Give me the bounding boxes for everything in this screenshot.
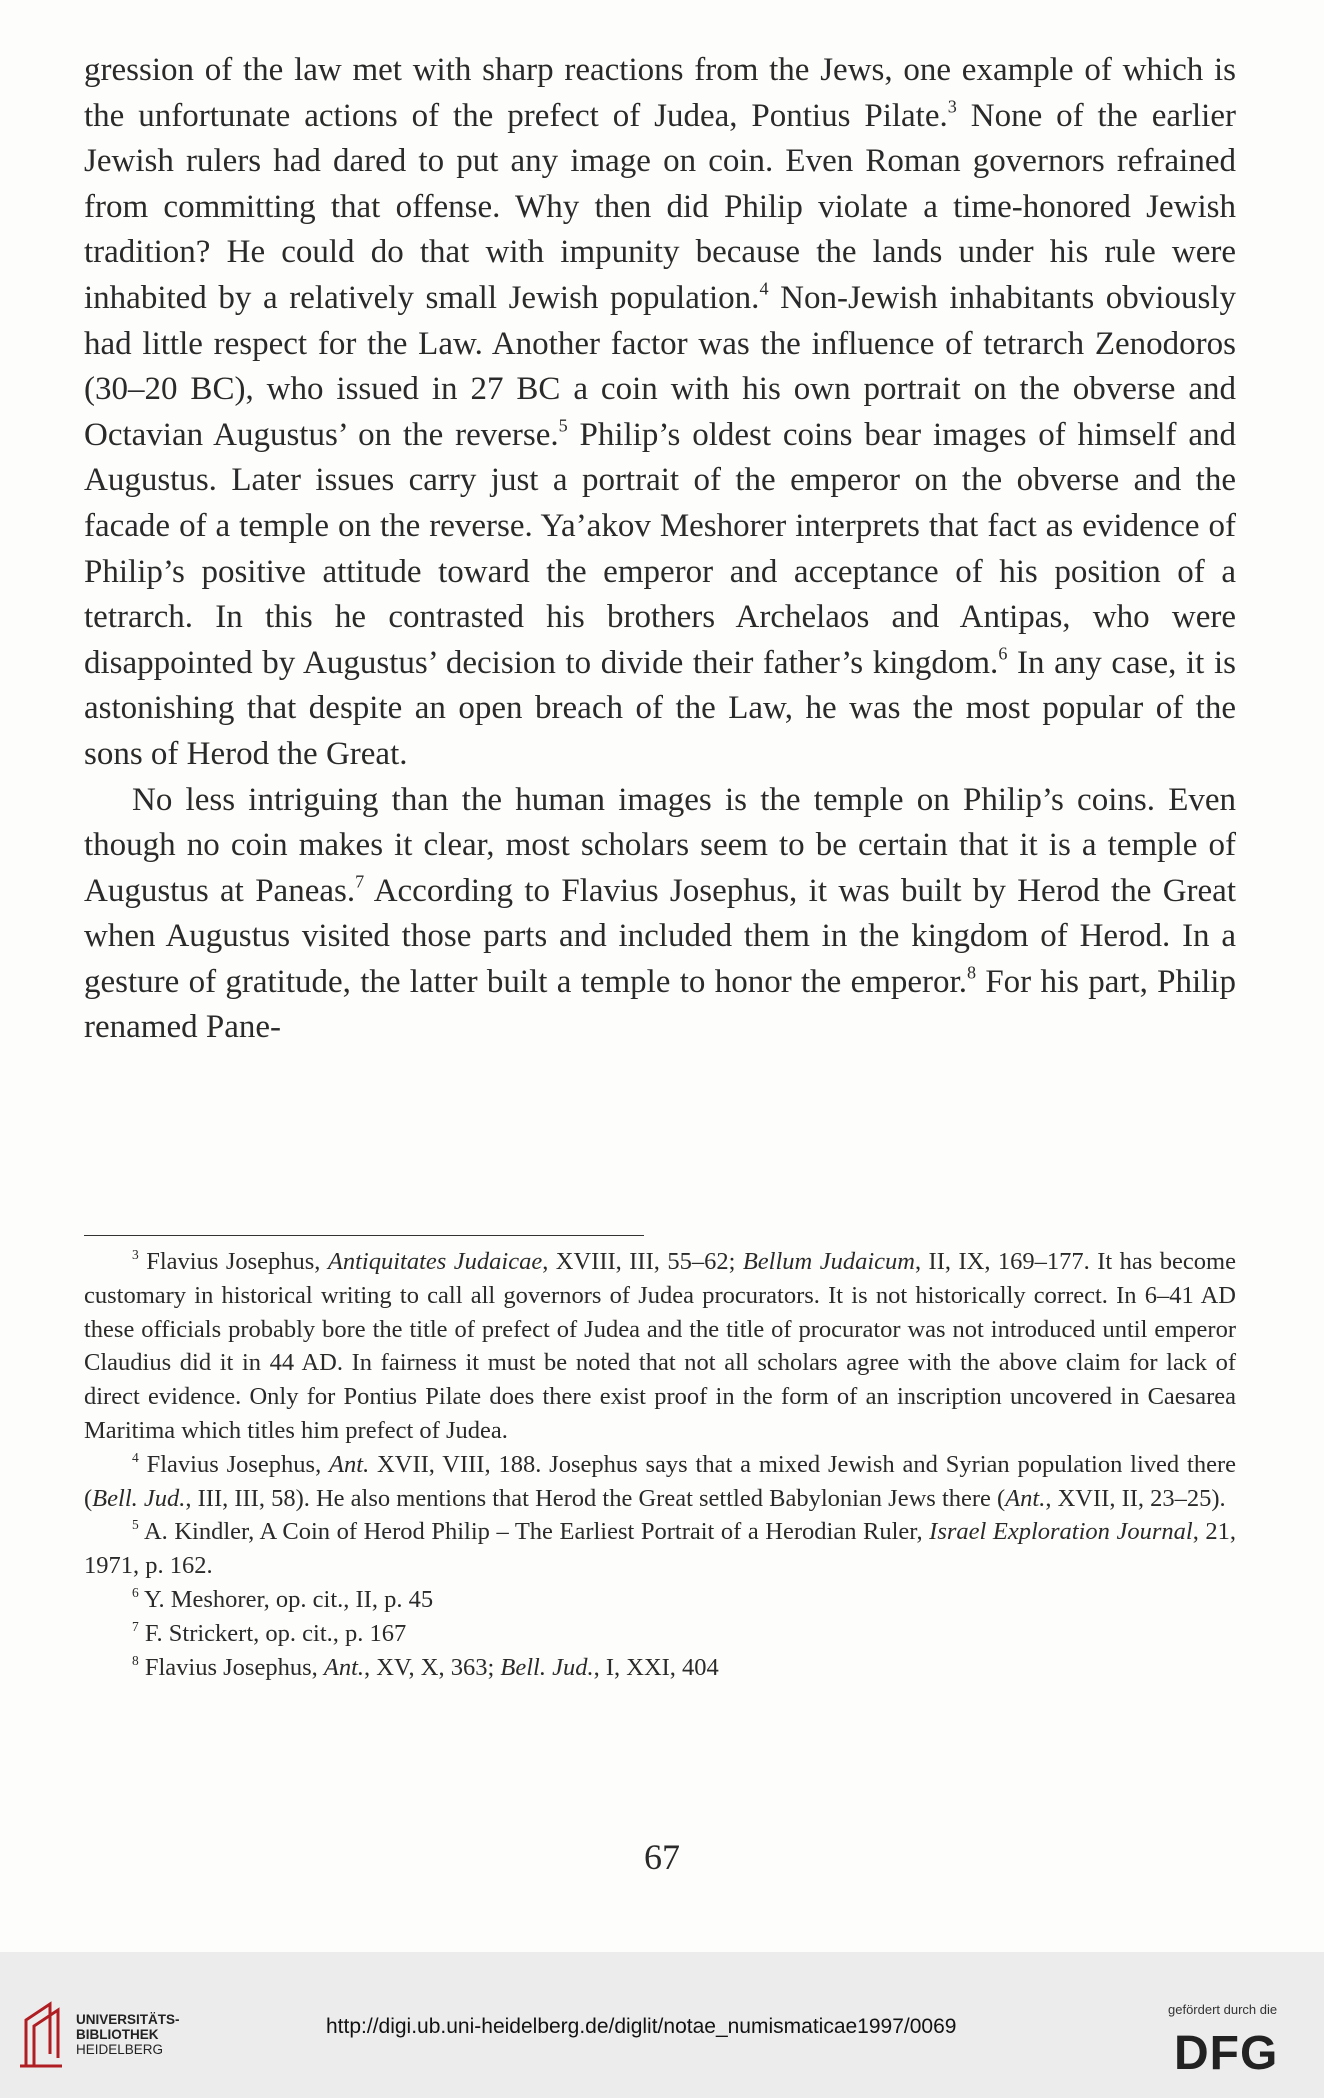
footnote-number: 4 [132,1449,139,1465]
university-library-logo-icon [18,2000,68,2070]
italic-title: Ant. [329,1450,370,1478]
footnote-divider [84,1235,644,1236]
text-run: In any case, it is astonishing that despite an open breach of the Law, he was the most popular of the sons of Herod the Great. [84,644,1236,772]
body-text [84,48,1236,1051]
footnote-ref-3[interactable]: 3 [947,95,957,116]
university-library-name [76,2012,180,2057]
footnote-5 [84,1515,1236,1583]
italic-title: Antiquitates Judaicae [327,1248,543,1275]
footnote-number: 7 [132,1618,139,1634]
footnote-number: 3 [132,1246,139,1262]
text-run: , XVII, II, 23–25). [1045,1484,1226,1512]
footnote-6 [84,1583,1236,1617]
text-run: Flavius Josephus, [138,1450,330,1478]
italic-title: Bell. Jud. [92,1484,186,1512]
text-run: , III, III, 58). He also mentions that Herod the Great settled Babylonian Jews there ( [185,1484,1006,1512]
footnote-ref-4[interactable]: 4 [759,278,769,299]
text-run: , I, XXI, 404 [593,1653,719,1681]
text-run: A. Kindler, A Coin of Herod Philip – The Earliest Portrait of a Herodian Ruler, [138,1518,930,1546]
text-run: None of the earlier Jewish rulers had dared to put any image on coin. Even Roman governors refrained from committing that offense. Why then did Philip violate a time-honored Jewish tradition? He could do that with impunity because the lands under his rule were inhabited by a relatively small Jewish population. [84,97,1236,316]
footnote-number: 5 [132,1517,139,1533]
library-name-line: HEIDELBERG [76,2042,164,2057]
footnotes [84,1245,1236,1684]
text-run: According to Flavius Josephus, it was built by Herod the Great when Augustus visited those parts and included them in the kingdom of Herod. In a gesture of gratitude, the latter built a temple to honor the emperor. [84,872,1236,1000]
text-run: Flavius Josephus, [138,1248,328,1275]
footnote-7 [84,1617,1236,1651]
text-run: No less intriguing than the human images is the temple on Philip’s coins. Even though no coin makes it clear, most scholars seem to be certain that it is a temple of Augustus at Paneas. [84,781,1236,909]
text-run: , 21, 1971, p. 162. [84,1518,1237,1580]
italic-title: Bell. Jud. [500,1653,594,1681]
library-name-line: BIBLIOTHEK [76,2027,159,2042]
text-run: , XV, X, 363; [364,1653,501,1681]
italic-title: Ant. [323,1653,365,1681]
permalink-url[interactable]: http://digi.ub.uni-heidelberg.de/diglit/notae_numismaticae1997/0069 [326,2015,957,2038]
footnote-number: 6 [132,1584,139,1600]
page-number: 67 [644,1837,680,1877]
text-run: For his part, Philip renamed Pane- [84,963,1236,1046]
text-run: , II, IX, 169–177. It has become customary in historical writing to call all governors of Judea procurators. It is not historically correct. In 6–41 AD these officials probably bore the title of prefect of Judea and the title of procurator was not introduced until emperor Claudius did it in 44 AD. In fairness it must be noted that not all scholars agree with the above claim for lack of direct evidence. Only for Pontius Pilate does there exist proof in the form of an inscription uncovered in Caesarea Maritima which titles him prefect of Judea. [84,1248,1236,1444]
footnote-ref-5[interactable]: 5 [558,415,568,436]
text-run: XVII, VIII, 188. Josephus says that a mixed Jewish and Syrian population lived there ( [84,1450,1236,1512]
dfg-logo: DFG [1174,2027,1279,2080]
footnote-number: 8 [132,1652,139,1668]
text-run: F. Strickert, op. cit., p. 167 [138,1619,407,1647]
library-name-line: UNIVERSITÄTS- [76,2012,180,2027]
footnote-ref-6[interactable]: 6 [998,643,1008,664]
italic-title: Ant. [1005,1484,1046,1512]
text-run: Non-Jewish inhabitants obviously had little respect for the Law. Another factor was the influence of tetrarch Zenodoros (30–20 BC), who issued in 27 BC a coin with his own portrait on the obverse and Octavian Augustus’ on the reverse. [84,279,1236,453]
footnote-ref-7[interactable]: 7 [355,871,365,892]
text-run: gression of the law met with sharp reactions from the Jews, one example of which is the unfortunate actions of the prefect of Judea, Pontius Pilate. [84,52,1236,134]
paragraph-2 [84,778,1236,1052]
text-run: , XVIII, III, 55–62; [542,1248,743,1275]
text-run: Flavius Josephus, [138,1653,324,1681]
funding-note: gefördert durch die [1168,2002,1278,2017]
italic-title: Bellum Judaicum [742,1248,915,1275]
text-run: Y. Meshorer, op. cit., II, p. 45 [138,1585,434,1613]
footnote-8 [84,1651,1236,1685]
footnote-4 [84,1448,1236,1516]
footnote-3 [84,1245,1236,1448]
footnote-ref-8[interactable]: 8 [966,962,977,983]
text-run: Philip’s oldest coins bear images of himself and Augustus. Later issues carry just a portrait of the emperor on the obverse and the facade of a temple on the reverse. Ya’akov Meshorer interprets that fact as evidence of Philip’s positive attitude toward the emperor and acceptance of his position of a tetrarch. In this he contrasted his brothers Archelaos and Antipas, who were disappointed by Augustus’ decision to divide their father’s kingdom. [84,416,1236,681]
italic-title: Israel Exploration Journal [929,1518,1193,1546]
paragraph-1 [84,48,1236,778]
